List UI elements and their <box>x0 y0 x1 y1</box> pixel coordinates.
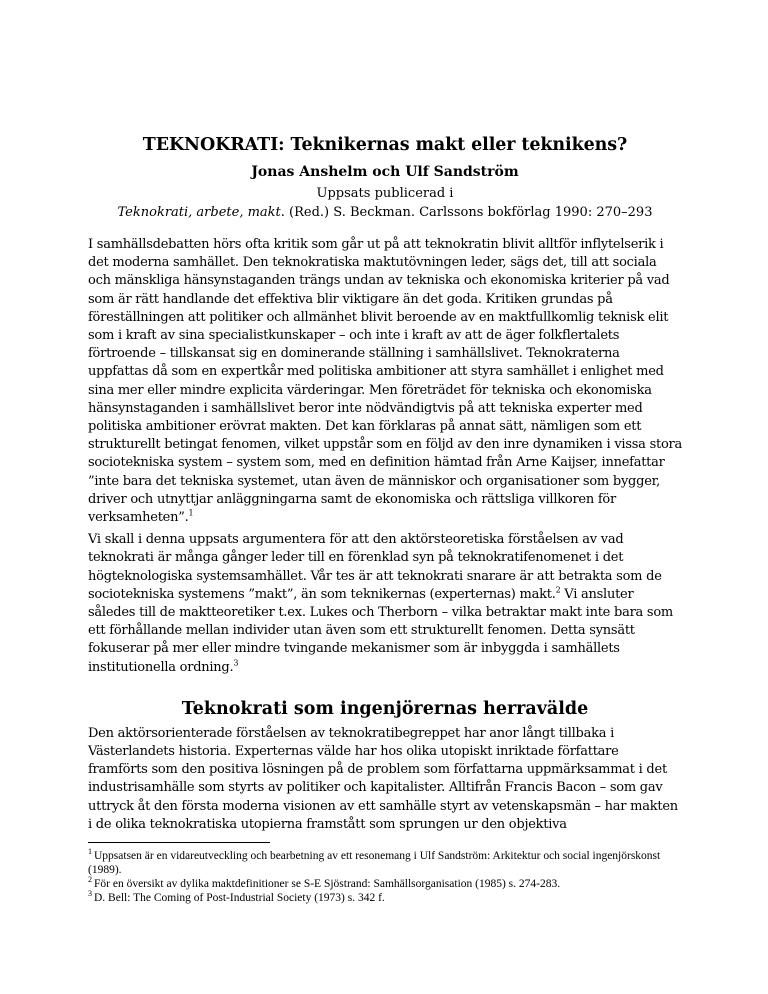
paragraph-thesis-text-a: Vi skall i denna uppsats argumentera för att den aktörsteoretiska förståelsen av vad teknokrati är många gånger leder till en förenklad syn på teknokratifenomenet i det högteknologiska systemsamhället. Vår tes är att teknokrati snarare är att betrakta som de sociotekniska systemens ”makt”, än som teknikernas (experternas) makt. <box>88 532 662 602</box>
footnote-3-number: 3 <box>88 889 92 899</box>
paragraph-thesis-text-b: Vi ansluter således till de maktteoretiker t.ex. Lukes och Therborn – vilka betraktar makt inte bara som ett förhållande mellan individer utan även som ett strukturellt fenomen. Detta synsätt fokuserar på mer eller mindre tvingande mekanismer som är inbyggda i samhällets institutionella ordning. <box>88 586 673 675</box>
footnotes <box>88 849 682 905</box>
footnote-ref-1: 1 <box>188 508 194 518</box>
source-details: . (Red.) S. Beckman. Carlssons bokförlag 1990: 270–293 <box>280 205 653 220</box>
footnote-1-number: 1 <box>88 847 92 857</box>
footnote-2 <box>88 877 682 891</box>
paragraph-section: Den aktörsorienterade förståelsen av teknokratibegreppet har anor långt tillbaka i Västerlandets historia. Experternas välde har hos olika utopiskt inriktade författare framförts som den positiva lösningen på de problem som författarna uppmärksammat i det industrisamhälle som styrts av politiker och kapitalister. Alltifrån Francis Bacon – som gav uttryck åt den första moderna visionen av ett samhälle styrt av vetenskapsmän – har makten i de olika teknokratiska utopierna framstått som sprungen ur den objektiva <box>88 725 678 832</box>
footnote-3 <box>88 891 682 905</box>
publication-info <box>88 184 682 222</box>
footnote-divider <box>88 842 270 843</box>
paragraph-thesis <box>88 531 682 677</box>
document-authors: Jonas Anshelm och Ulf Sandström <box>251 164 519 180</box>
source-citation <box>88 203 682 222</box>
footnote-1-text: Uppsatsen är en vidareutveckling och bearbetning av ett resonemang i Ulf Sandström: Arkitektur och social ingenjörskonst (1989). <box>88 850 661 877</box>
section-heading: Teknokrati som ingenjörernas herravälde <box>181 698 589 719</box>
document-title: TEKNOKRATI: Teknikernas makt eller teknikens? <box>142 135 628 155</box>
published-in-label: Uppsats publicerad i <box>316 186 454 201</box>
footnote-ref-2: 2 <box>555 585 561 595</box>
footnote-1 <box>88 849 682 877</box>
footnote-ref-3: 3 <box>233 658 239 668</box>
footnote-2-text: För en översikt av dylika maktdefinitioner se S-E Sjöstrand: Samhällsorganisation (1985) s. 274-283. <box>94 878 561 891</box>
footnote-3-text: D. Bell: The Coming of Post-Industrial Society (1973) s. 342 f. <box>94 892 385 905</box>
document-page <box>88 135 682 905</box>
footnote-2-number: 2 <box>88 875 92 885</box>
source-title: Teknokrati, arbete, makt <box>117 205 281 220</box>
paragraph-intro <box>88 236 682 527</box>
paragraph-intro-text: I samhällsdebatten hörs ofta kritik som går ut på att teknokratin blivit alltför inflytelserik i det moderna samhället. Den teknokratiska maktutövningen leder, sägs det, till att sociala och mänskliga hänsynstaganden trängs undan av tekniska och ekonomiska kriterier på vad som är rätt handlande det effektiva blir viktigare än det goda. Kritiken grundas på föreställningen att politiker och allmänhet blivit beroende av en maktfullkomlig teknisk elit som i kraft av sina specialistkunskaper – och inte i kraft av att de äger folkflertalets förtroende – tillskansat sig en dominerande ställning i samhällslivet. Teknokraterna uppfattas då som en expertkår med politiska ambitioner att styra samhället i enlighet med sina mer eller mindre explicita värderingar. Men företrädet för tekniska och ekonomiska hänsynstaganden i samhällslivet beror inte nödvändigtvis på att tekniska experter med politiska ambitioner erövrat makten. Det kan förklaras på annat sätt, nämligen som ett strukturellt betingat fenomen, vilket uppstår som en följd av den inre dynamiken i vissa stora sociotekniska system – system som, med en definition hämtad från Arne Kaijser, innefattar ”inte bara det tekniska systemet, utan även de människor och organisationer som bygger, driver och utnyttjar anläggningarna samt de ekonomiska och rättsliga villkoren för verksamheten”. <box>88 237 682 526</box>
